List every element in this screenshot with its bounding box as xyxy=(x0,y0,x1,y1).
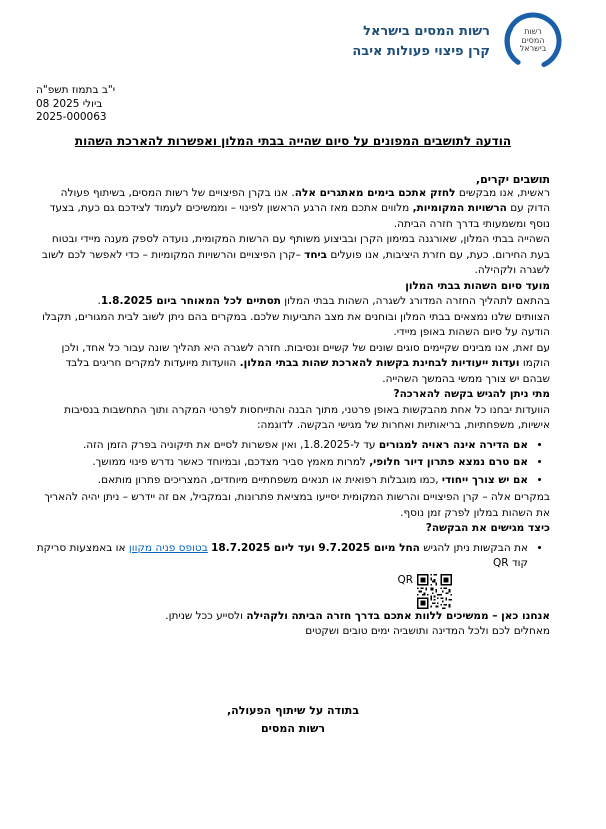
letterhead xyxy=(36,8,564,72)
list-item: • אם הדירה אינה ראויה למגורים עד ל-1.8.2025, ואין אפשרות לסיים את תיקוניה בפרק הזמן הזה. xyxy=(36,438,528,454)
list-item: • אם יש צורך ייחודי ,כמו מוגבלות רפואית או תנאים משפחתיים מיוחדים, המצריכים פתרון מותאם. xyxy=(36,473,528,489)
signature-block xyxy=(36,702,550,737)
signature-org: רשות המסים xyxy=(261,721,325,735)
paragraph: בהתאם לתהליך החזרה המדורג לשגרה, השהות בבתי המלון תסתיים לכל המאוחר ביום 1.8.2025. xyxy=(97,295,550,308)
date-block xyxy=(36,84,550,125)
reference-number: 2025-000063 xyxy=(36,111,107,124)
signature-thanks: בתודה על שיתוף הפעולה, xyxy=(226,703,360,717)
greeting: תושבים יקרים, xyxy=(475,172,550,186)
list-item: • את הבקשות ניתן להגיש החל מיום 9.7.2025 ועד ליום 18.7.2025 בטופס פניה מקוון או באמצעות סריקת קוד QR xyxy=(36,541,528,572)
page-title: הודעה לתושבים המפונים על סיום שהייה בבתי המלון ואפשרות להארכת השהות xyxy=(74,133,512,148)
hebrew-date: י"ב בתמוז תשפ"ה xyxy=(36,84,116,96)
submission-list xyxy=(36,541,550,572)
logo-text-line: בישראל xyxy=(519,44,547,54)
paragraph: עם זאת, אנו מבינים שקיימים סוגים שונים של קשיים ונסיבות. חזרה לשגרה היא תהליך שונה עבור כל אחד, ולכן הוקמו ועדות ייעודיות לבחינת בקשות להארכת שהות בבתי המלון. הוועדות מיועדות למקרים חריגים בלבד שבהם יש צורך ממשי בהמשך השהייה. xyxy=(61,341,550,385)
qr-label: QR xyxy=(397,573,413,586)
paragraph: הצוותים שלנו נמצאים בבתי המלון ובוחנים את מצב התביעות שלכם. במקרים בהם ניתן לשוב לבית המגורים, תקבלו הודעה על סיום השהות באופן מיידי. xyxy=(42,310,550,339)
header-org-name: רשות המסים בישראל xyxy=(363,24,490,39)
qr-block xyxy=(397,574,452,609)
logo-text xyxy=(502,10,564,72)
intro-paragraph: השהייה בבתי המלון, שאורגנה במימון הקרן ובביצוע משותף עם הרשות המקומית, נועדה לספק מענה מיידי ובטוח בעת החירום. כעת, עם חזרת היציבות, אנו פועלים ביחד –קרן הפיצויים והרשויות המקומיות – כדי לאפשר לכם לשוב לשגרה ולקהילה. xyxy=(41,233,550,277)
header-dept-name: קרן פיצוי פעולות איבה xyxy=(352,43,490,59)
closing-line: אנחנו כאן – ממשיכים ללוות אתכם בדרך חזרה הביתה ולקהילה ולסייע ככל שניתן. xyxy=(165,609,550,622)
section-heading-how: כיצד מגישים את הבקשה? xyxy=(425,522,550,535)
logo-text-line: רשות xyxy=(524,26,542,36)
extension-cases-list xyxy=(36,438,550,489)
gregorian-date: 08 ביולי 2025 xyxy=(36,97,103,110)
logo-text-line: המסים xyxy=(521,35,545,45)
header-titles xyxy=(352,22,490,61)
tax-authority-logo xyxy=(502,10,564,72)
section-heading-when: מתי ניתן להגיש בקשה להארכה? xyxy=(393,388,550,401)
qr-code-icon xyxy=(417,574,452,609)
list-item: • אם טרם נמצא פתרון דיור חלופי, למרות מאמץ סביר מצדכם, ובמיוחד כאשר נדרש פינוי ממושך. xyxy=(36,455,528,471)
intro-paragraph: ראשית, אנו מבקשים לחזק אתכם בימים מאתגרים אלה. אנו בקרן הפיצויים של רשות המסים, בשיתוף פעולה הדוק עם הרשויות המקומיות, מלווים אתכם מאז הרגע הראשון לפינוי – וממשיכים לעמוד לצידכם גם כעת, בצעד נוסף ומשמעותי בדרך חזרה הביתה. xyxy=(49,186,550,230)
online-form-link[interactable]: בטופס פניה מקוון xyxy=(128,541,208,554)
paragraph: במקרים אלה – קרן הפיצויים והרשות המקומית יסייעו במציאת פתרונות, ובמקביל, אם זה יידרש – ניתן יהיה להאריך את השהות במלון לפרק זמן נוסף. xyxy=(44,491,550,519)
wishes-line: מאחלים לכם ולכל המדינה ותושביה ימים טובים ושקטים xyxy=(305,625,550,638)
paragraph: הוועדות יבחנו כל אחת מהבקשות באופן פרטני, מתוך הבנה והתייחסות לפרטי המקרה ותוך התחשבות בנסיבות אישיות, משפחתיות, בריאותיות ואחרות של מגישי הבקשה. לדוגמה: xyxy=(64,403,550,432)
section-heading-end-date: מועד סיום השהות בבתי המלון xyxy=(405,279,550,292)
